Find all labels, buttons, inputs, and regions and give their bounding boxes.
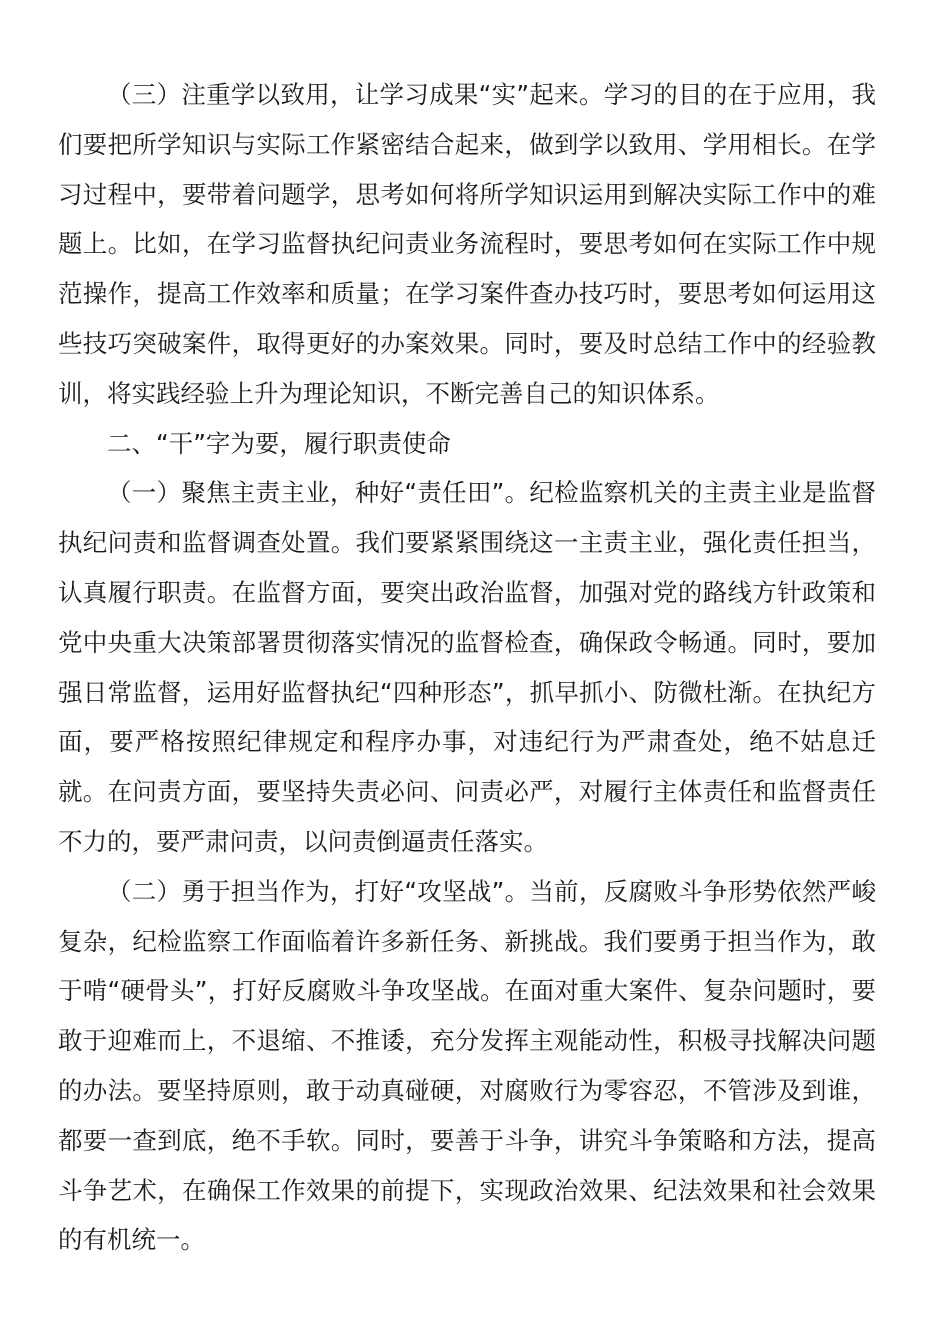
paragraph-take-responsibility	[58, 867, 876, 1265]
paragraph-apply-learning	[58, 70, 876, 419]
paragraph-main-responsibility	[58, 468, 876, 866]
paragraph-body: 纪检监察机关的主责主业是监督执纪问责和监督调查处置。我们要紧紧围绕这一主责主业，强化责任担当，认真履行职责。在监督方面，要突出政治监督，加强对党的路线方针政策和党中央重大决策部署贯彻落实情况的监督检查，确保政令畅通。同时，要加强日常监督，运用好监督执纪“四种形态”，抓早抓小、防微杜渐。在执纪方面，要严格按照纪律规定和程序办事，对违纪行为严肃查处，绝不姑息迁就。在问责方面，要坚持失责必问、问责必严，对履行主体责任和监督责任不力的，要严肃问责，以问责倒逼责任落实。	[58, 478, 876, 856]
paragraph-lead: （二）勇于担当作为，打好“攻坚战”。	[107, 876, 530, 906]
paragraph-lead: （三）注重学以致用，让学习成果“实”起来。	[107, 80, 604, 109]
paragraph-body: 当前，反腐败斗争形势依然严峻复杂，纪检监察工作面临着许多新任务、新挑战。我们要勇于担当作为，敢于啃“硬骨头”，打好反腐败斗争攻坚战。在面对重大案件、复杂问题时，要敢于迎难而上，不退缩、不推诿，充分发挥主观能动性，积极寻找解决问题的办法。要坚持原则，敢于动真碰硬，对腐败行为零容忍，不管涉及到谁，都要一查到底，绝不手软。同时，要善于斗争，讲究斗争策略和方法，提高斗争艺术，在确保工作效果的前提下，实现政治效果、纪法效果和社会效果的有机统一。	[58, 876, 876, 1255]
section-heading-duty: 二、“干”字为要，履行职责使命	[107, 428, 451, 458]
paragraph-lead: （一）聚焦主责主业，种好“责任田”。	[107, 478, 530, 508]
paragraph-body: 学习的目的在于应用，我们要把所学知识与实际工作紧密结合起来，做到学以致用、学用相长。在学习过程中，要带着问题学，思考如何将所学知识运用到解决实际工作中的难题上。比如，在学习监督执纪问责业务流程时，要思考如何在实际工作中规范操作，提高工作效率和质量；在学习案件查办技巧时，要思考如何运用这些技巧突破案件，取得更好的办案效果。同时，要及时总结工作中的经验教训，将实践经验上升为理论知识，不断完善自己的知识体系。	[58, 80, 876, 408]
